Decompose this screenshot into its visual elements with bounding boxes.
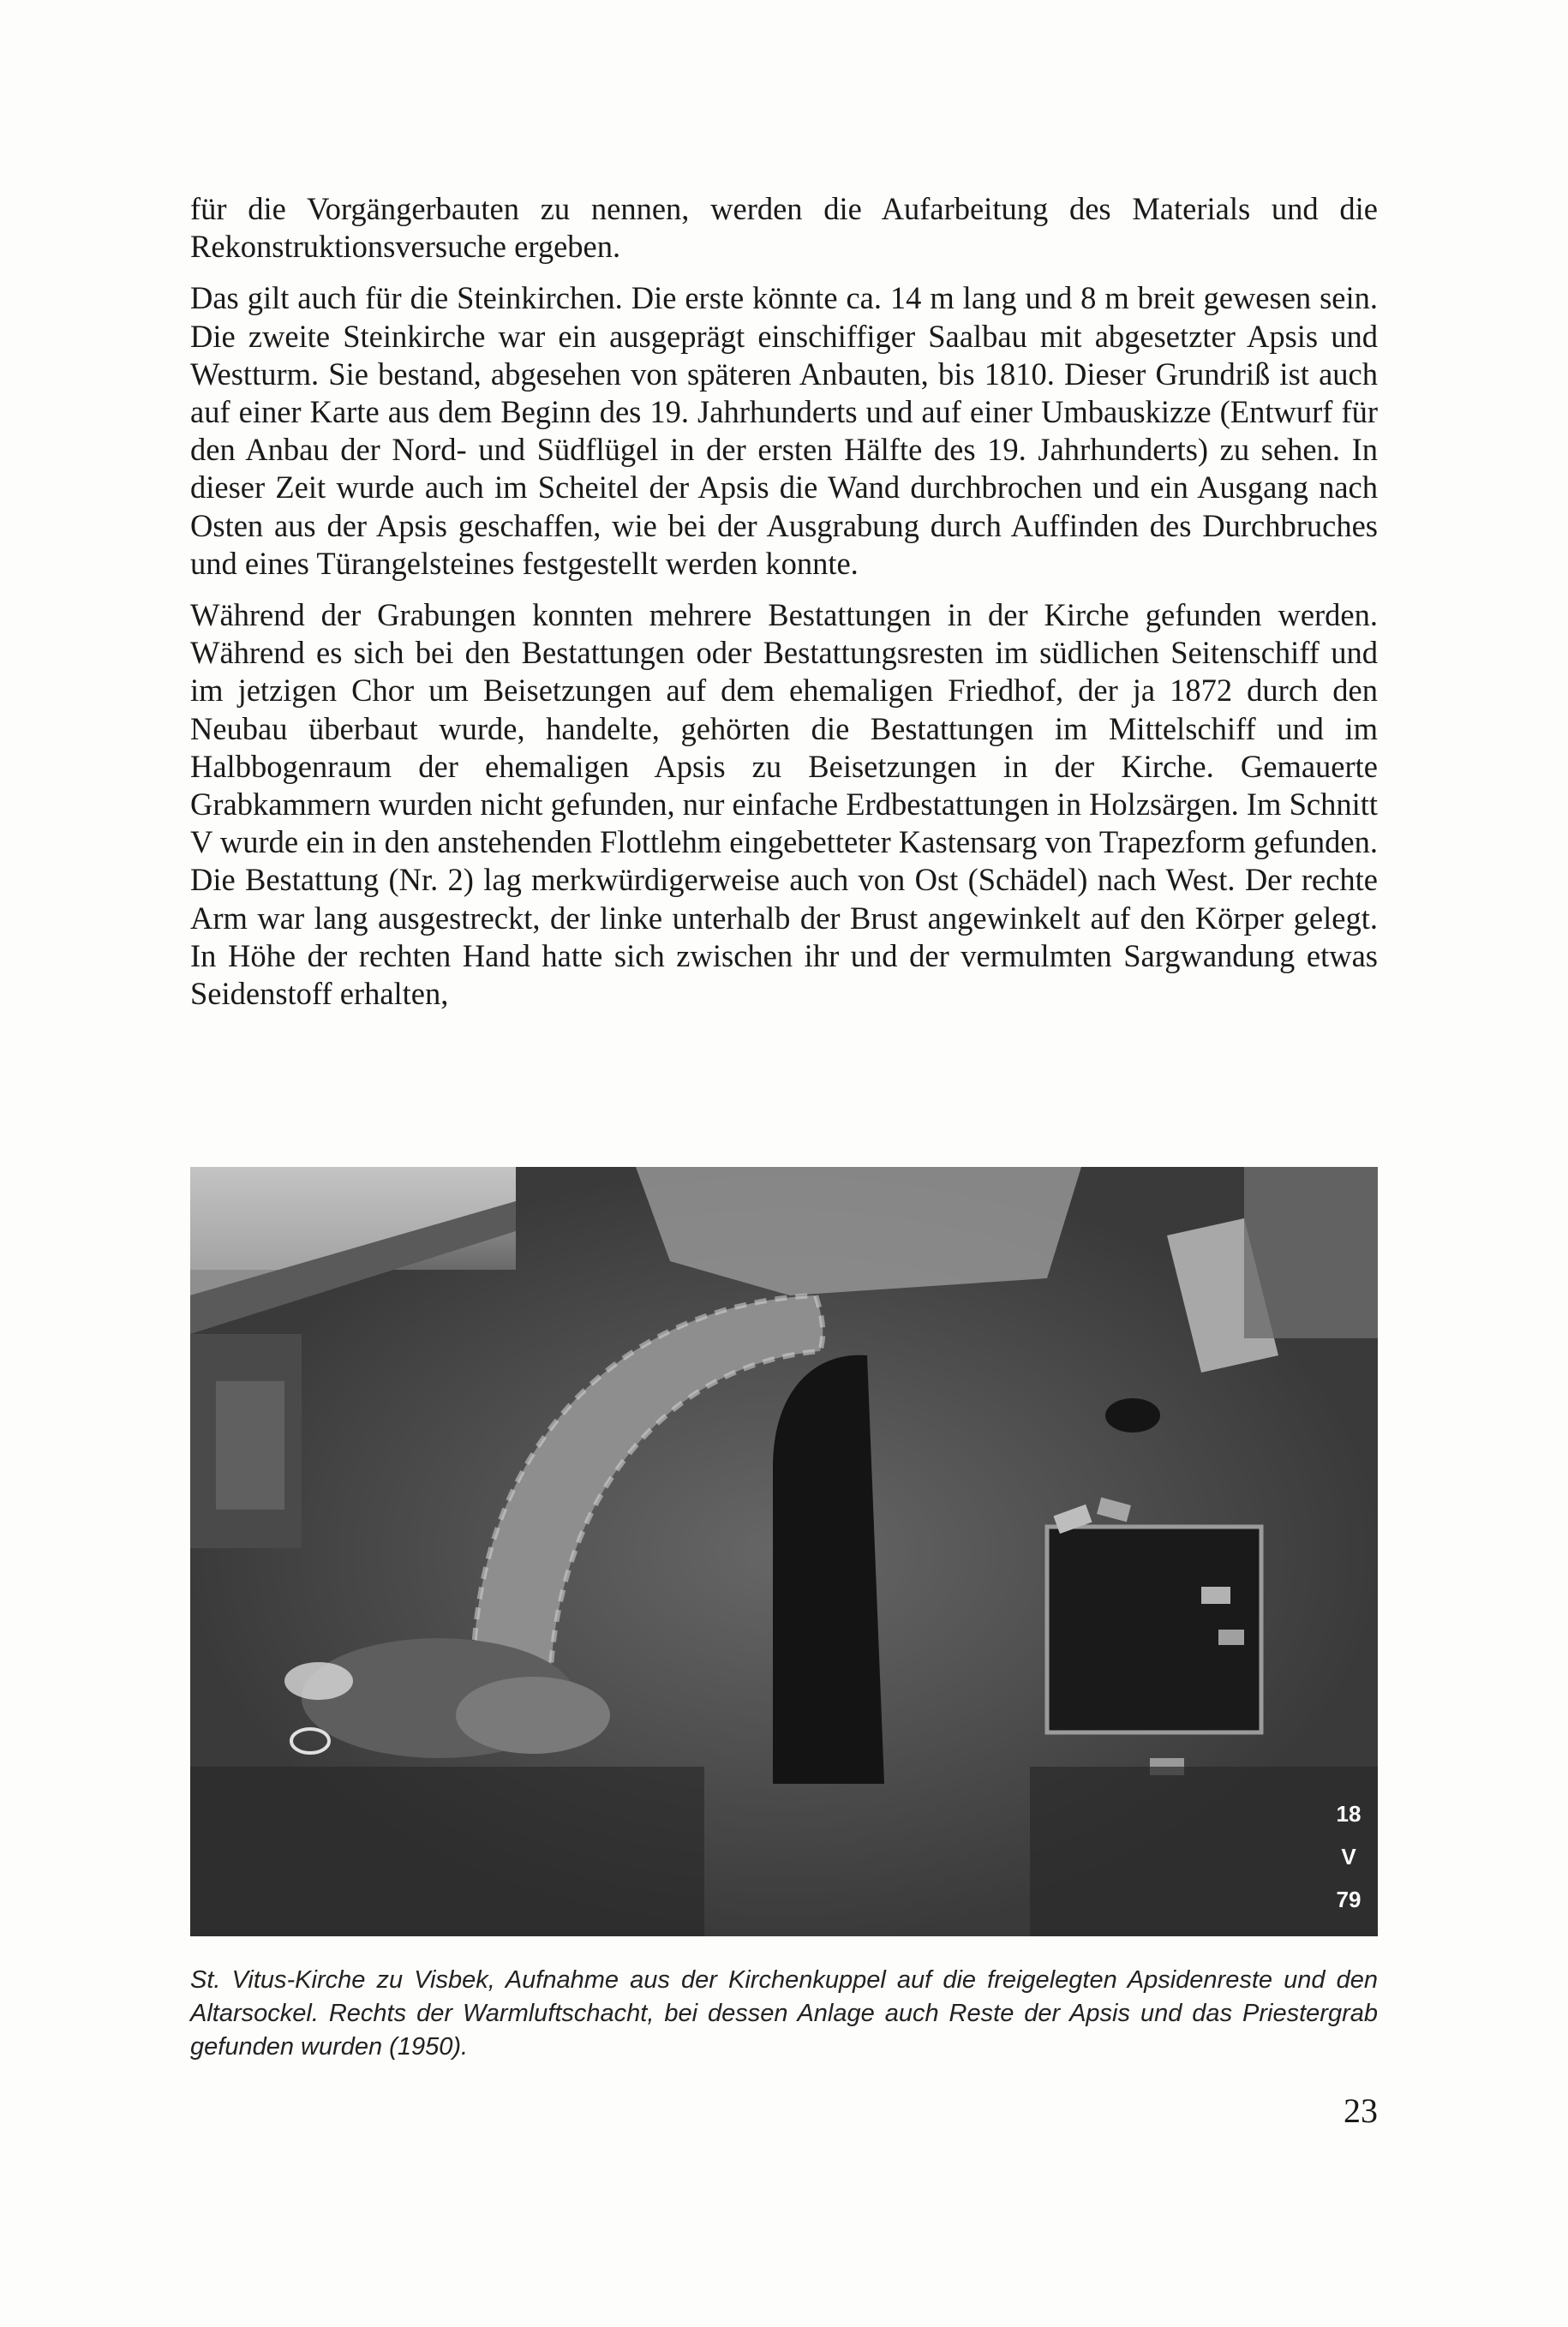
section-marker-line: V: [1341, 1844, 1356, 1869]
section-marker: [1332, 1792, 1366, 1921]
body-text: [190, 190, 1378, 1026]
photo-caption: St. Vitus-Kirche zu Visbek, Aufnahme aus der Kirchenkuppel auf die freigelegten Apsidenreste und den Altarsockel. Rechts der Warmluftschacht, bei dessen Anlage auch Reste der Apsis und das Priestergrab gefunden wurden (1950).: [190, 1966, 1378, 2061]
section-marker-line: 18: [1336, 1801, 1362, 1827]
section-marker-line: 79: [1336, 1887, 1362, 1912]
paragraph-3: Während der Grabungen konnten mehrere Bestattungen in der Kirche gefunden werden. Während es sich bei den Bestattungen oder Bestattungsresten im südlichen Seitenschiff und im jetzigen Chor um Beisetzungen auf dem ehemaligen Friedhof, der ja 1872 durch den Neubau überbaut wurde, handelte, gehörten die Bestattungen im Mittelschiff und im Halbbogenraum der ehemaligen Apsis zu Beisetzungen in der Kirche. Gemauerte Grabkammern wurden nicht gefunden, nur einfache Erdbestattungen in Holzsärgen. Im Schnitt V wurde ein in den anstehenden Flottlehm eingebetteter Kastensarg von Trapezform gefunden. Die Bestattung (Nr. 2) lag merkwürdigerweise auch von Ost (Schädel) nach West. Der rechte Arm war lang ausgestreckt, der linke unterhalb der Brust angewinkelt auf den Körper gelegt. In Höhe der rechten Hand hatte sich zwischen ihr und der vermulmten Sargwandung etwas Seidenstoff erhalten,: [190, 597, 1378, 1012]
paragraph-1: für die Vorgängerbauten zu nennen, werden die Aufarbeitung des Materials und die Rekonstruktionsversuche ergeben.: [190, 191, 1378, 265]
excavation-photo-illustration: [190, 1167, 1378, 1936]
paragraph-2: Das gilt auch für die Steinkirchen. Die erste könnte ca. 14 m lang und 8 m breit gewesen sein. Die zweite Steinkirche war ein ausgeprägt einschiffiger Saalbau mit abgesetzter Apsis und Westturm. Sie bestand, abgesehen von späteren Anbauten, bis 1810. Dieser Grundriß ist auch auf einer Karte aus dem Beginn des 19. Jahrhunderts und auf einer Umbauskizze (Entwurf für den Anbau der Nord- und Südflügel in der ersten Hälfte des 19. Jahrhunderts) zu sehen. In dieser Zeit wurde auch im Scheitel der Apsis die Wand durchbrochen und ein Ausgang nach Osten aus der Apsis geschaffen, wie bei der Ausgrabung durch Auffinden des Durchbruches und eines Türangelsteines festgestellt werden konnte.: [190, 280, 1378, 581]
page-number: 23: [1344, 2091, 1378, 2130]
excavation-photo: [190, 1167, 1378, 1936]
